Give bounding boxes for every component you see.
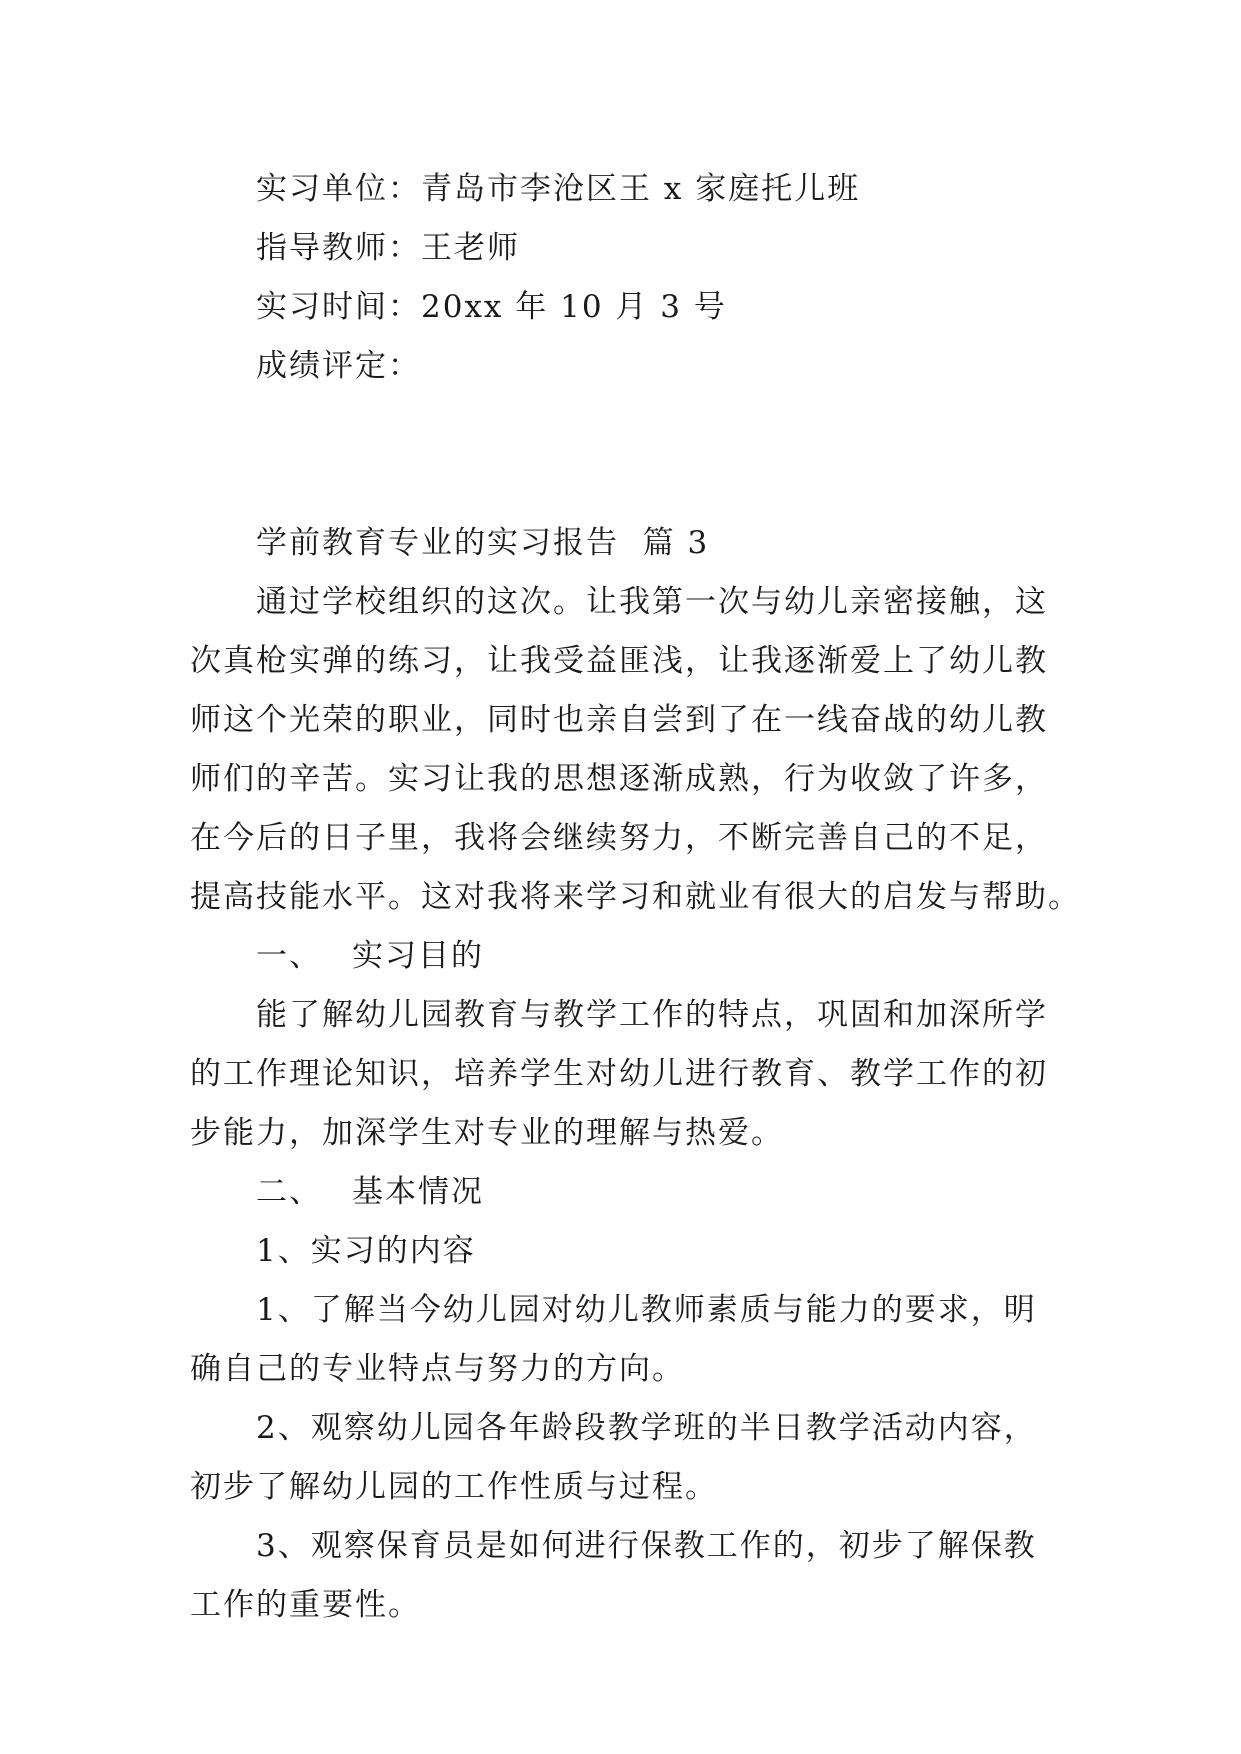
paragraph-line: 提高技能水平。这对我将来学习和就业有很大的启发与帮助。 [190,879,1081,915]
paragraph-line: 工作的重要性。 [190,1587,421,1623]
intro-paragraph [190,573,1081,927]
grade-assessment: 成绩评定： [256,348,421,384]
section-title: 学前教育专业的实习报告 篇 3 [256,525,710,561]
internship-unit: 实习单位：青岛市李沧区王 x 家庭托儿班 [256,171,861,207]
paragraph-line: 师这个光荣的职业，同时也亲自尝到了在一线奋战的幼儿教 [190,702,1048,738]
supervising-teacher: 指导教师：王老师 [256,230,520,266]
heading-number: 二、 [256,1174,322,1210]
content-item-2 [190,1399,1070,1517]
heading-text: 基本情况 [352,1174,484,1210]
content-item-3 [190,1517,1070,1635]
paragraph-line: 通过学校组织的这次。让我第一次与幼儿亲密接触，这 [256,584,1048,620]
paragraph-line: 初步了解幼儿园的工作性质与过程。 [190,1469,718,1505]
content-item-1 [190,1281,1070,1399]
paragraph-line: 步能力，加深学生对专业的理解与热爱。 [190,1115,784,1151]
paragraph-line: 确自己的专业特点与努力的方向。 [190,1351,685,1387]
paragraph-line: 能了解幼儿园教育与教学工作的特点，巩固和加深所学 [256,997,1048,1033]
heading-number: 一、 [256,938,322,974]
paragraph-line: 次真枪实弹的练习，让我受益匪浅，让我逐渐爱上了幼儿教 [190,643,1048,679]
section-spacer [190,396,1070,514]
paragraph-line: 3、观察保育员是如何进行保教工作的，初步了解保教 [256,1528,1037,1564]
paragraph-line: 在今后的日子里，我将会继续努力，不断完善自己的不足， [190,820,1048,856]
paragraph-line: 的工作理论知识，培养学生对幼儿进行教育、教学工作的初 [190,1056,1048,1092]
document-body [190,160,1081,1635]
heading-purpose [190,927,1070,986]
purpose-paragraph [190,986,1070,1163]
sub-heading-content: 1、实习的内容 [256,1233,476,1269]
heading-basic-situation [190,1163,1070,1222]
paragraph-line: 师们的辛苦。实习让我的思想逐渐成熟，行为收敛了许多， [190,761,1048,797]
internship-time: 实习时间：20xx 年 10 月 3 号 [256,289,727,325]
heading-text: 实习目的 [352,938,484,974]
paragraph-line: 1、了解当今幼儿园对幼儿教师素质与能力的要求，明 [256,1292,1037,1328]
paragraph-line: 2、观察幼儿园各年龄段教学班的半日教学活动内容， [256,1410,1037,1446]
